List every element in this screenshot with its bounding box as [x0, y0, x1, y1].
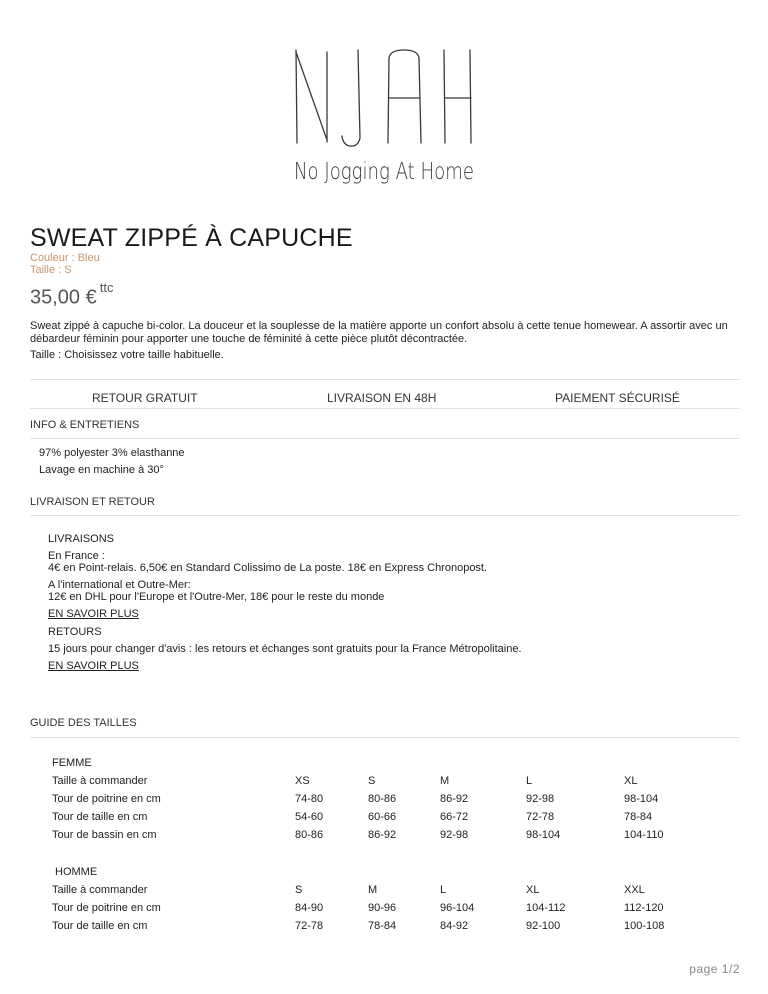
product-size: Taille : S — [30, 264, 72, 276]
size-row-label: Tour de poitrine en cm — [52, 793, 161, 805]
intl-label: A l'international et Outre-Mer: — [48, 579, 191, 591]
size-cell: 74-80 — [295, 793, 324, 805]
size-cell: 54-60 — [295, 811, 324, 823]
returns-text: 15 jours pour changer d'avis : les retours et échanges sont gratuits pour la France Métropolitaine. — [48, 643, 522, 655]
benefit-delivery-48h: LIVRAISON EN 48H — [327, 391, 437, 405]
size-row-label: Tour de poitrine en cm — [52, 902, 161, 914]
info-composition: 97% polyester 3% elasthanne — [39, 447, 185, 459]
brand-logo — [0, 40, 768, 190]
returns-heading: RETOURS — [48, 626, 102, 638]
product-title: SWEAT ZIPPÉ À CAPUCHE — [30, 224, 353, 252]
size-cell: 84-90 — [295, 902, 324, 914]
size-cell: 80-86 — [295, 829, 324, 841]
benefit-free-returns: RETOUR GRATUIT — [92, 391, 198, 405]
size-row-label: Taille à commander — [52, 775, 148, 787]
size-cell: 98-104 — [624, 793, 659, 805]
size-cell: 92-98 — [440, 829, 469, 841]
size-cell: 90-96 — [368, 902, 397, 914]
logo-tagline: No Jogging At Home — [294, 159, 474, 185]
size-cell: 78-84 — [624, 811, 653, 823]
size-cell: M — [368, 884, 378, 896]
size-cell: 104-110 — [624, 829, 664, 841]
section-title-size-guide: GUIDE DES TAILLES — [30, 717, 137, 729]
size-cell: L — [526, 775, 533, 787]
size-row-label: Tour de bassin en cm — [52, 829, 157, 841]
section-title-shipping: LIVRAISON ET RETOUR — [30, 496, 155, 508]
men-heading: HOMME — [55, 866, 98, 878]
size-cell: 86-92 — [368, 829, 397, 841]
divider — [30, 408, 740, 409]
divider — [30, 438, 740, 439]
more-info-link[interactable]: EN SAVOIR PLUS — [48, 608, 139, 620]
info-care: Lavage en machine à 30° — [39, 464, 164, 476]
divider — [30, 379, 740, 380]
size-cell: M — [440, 775, 450, 787]
divider — [30, 737, 740, 738]
product-description-block — [30, 320, 740, 362]
size-cell: 80-86 — [368, 793, 397, 805]
size-cell: XXL — [624, 884, 645, 896]
size-cell: L — [440, 884, 447, 896]
size-cell: 92-98 — [526, 793, 555, 805]
size-cell: 60-66 — [368, 811, 397, 823]
logo-letters — [296, 50, 471, 146]
france-label: En France : — [48, 550, 105, 562]
deliveries-heading: LIVRAISONS — [48, 533, 115, 545]
intl-text: 12€ en DHL pour l'Europe et l'Outre-Mer, 18€ pour le reste du monde — [48, 591, 385, 603]
size-cell: 98-104 — [526, 829, 561, 841]
size-note: Taille : Choisissez votre taille habituelle. — [30, 349, 224, 361]
size-cell: S — [295, 884, 303, 896]
size-cell: 78-84 — [368, 920, 397, 932]
page-number: page 1/2 — [689, 962, 740, 976]
size-cell: 112-120 — [624, 902, 664, 914]
size-cell: S — [368, 775, 376, 787]
size-cell: 96-104 — [440, 902, 475, 914]
size-cell: 72-78 — [295, 920, 324, 932]
size-cell: 86-92 — [440, 793, 469, 805]
benefit-secure-payment: PAIEMENT SÉCURISÉ — [555, 391, 680, 405]
size-row-label: Tour de taille en cm — [52, 920, 148, 932]
more-info-link-returns[interactable]: EN SAVOIR PLUS — [48, 660, 139, 672]
size-cell: XS — [295, 775, 310, 787]
product-color: Couleur : Bleu — [30, 252, 100, 264]
product-price: 35,00 € — [30, 286, 97, 309]
size-cell: XL — [624, 775, 638, 787]
size-cell: 92-100 — [526, 920, 561, 932]
size-row-label: Tour de taille en cm — [52, 811, 148, 823]
product-price-block — [30, 280, 114, 310]
france-text: 4€ en Point-relais. 6,50€ en Standard Colissimo de La poste. 18€ en Express Chronopost. — [48, 562, 488, 574]
women-heading: FEMME — [52, 757, 92, 769]
divider — [30, 515, 740, 516]
size-cell: XL — [526, 884, 540, 896]
size-cell: 84-92 — [440, 920, 469, 932]
size-cell: 72-78 — [526, 811, 555, 823]
size-cell: 100-108 — [624, 920, 665, 932]
size-row-label: Taille à commander — [52, 884, 148, 896]
product-description: Sweat zippé à capuche bi-color. La douceur et la souplesse de la matière apporte un confort absolu à cette tenue homewear. A assortir avec un débardeur féminin pour apporter une touche de féminité à cette pièce plutôt décontractée. — [30, 320, 728, 345]
section-title-info: INFO & ENTRETIENS — [30, 419, 140, 431]
size-cell: 104-112 — [526, 902, 566, 914]
size-cell: 66-72 — [440, 811, 469, 823]
price-suffix: ttc — [99, 280, 114, 295]
